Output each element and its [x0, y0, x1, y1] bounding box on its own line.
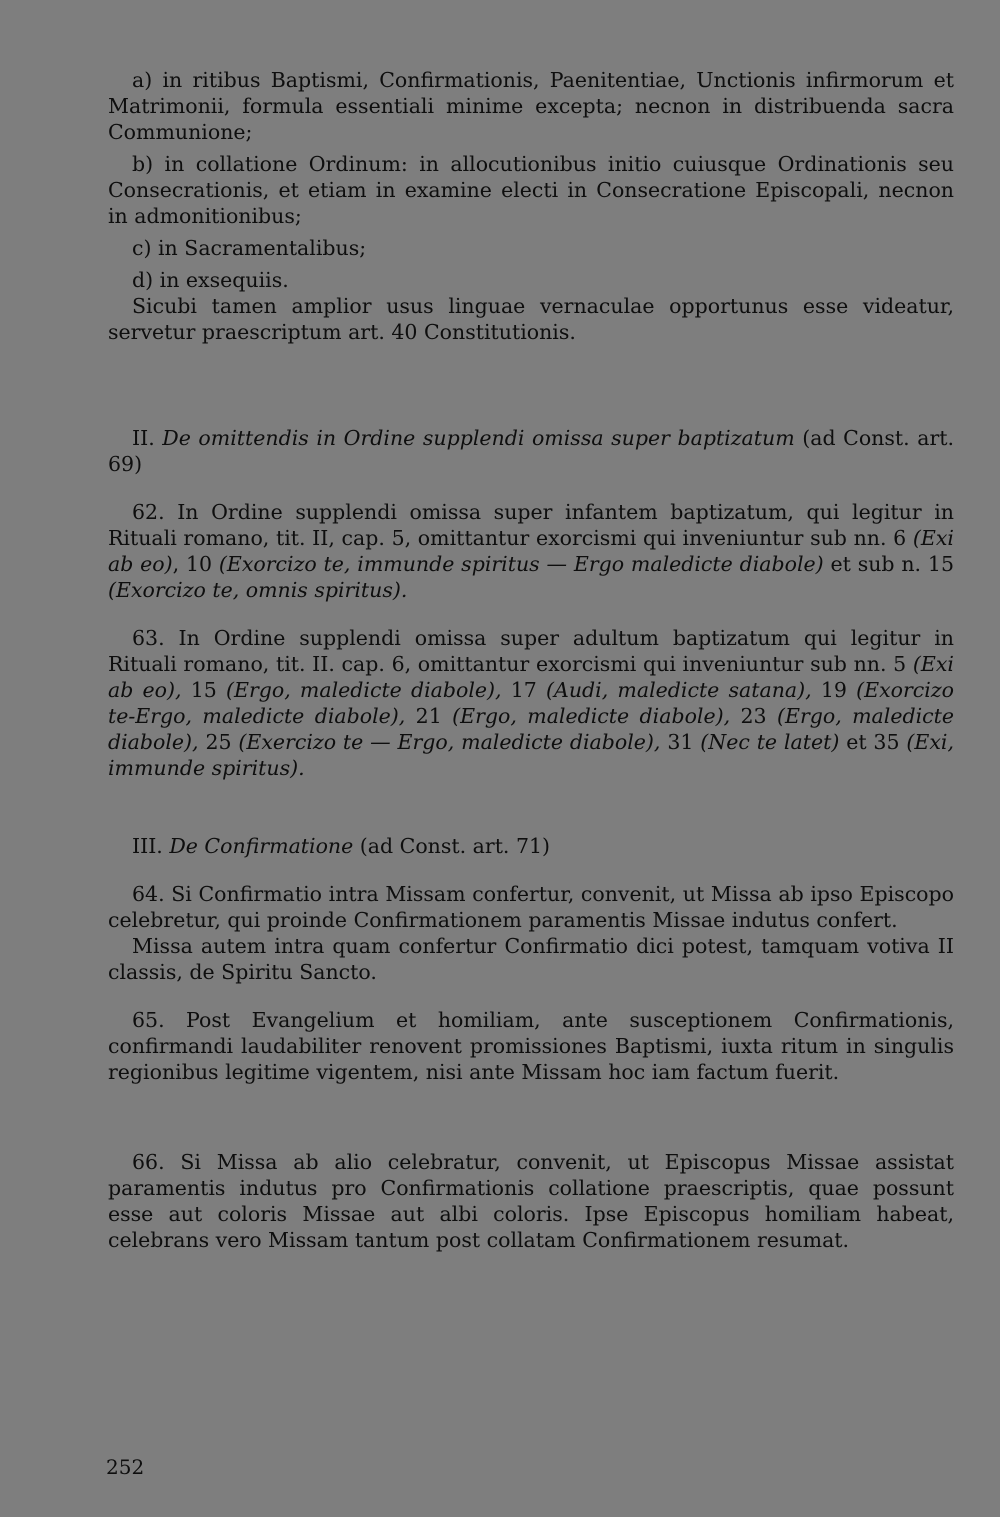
- section-2-number: II.: [132, 426, 155, 450]
- section-3-reference: (ad Const. art. 71): [359, 834, 551, 858]
- paragraph-63-text: 15: [181, 678, 226, 702]
- list-item-a: a) in ritibus Baptismi, Confirmationis, Paenitentiae, Unctionis infirmorum et Matrimonii, formula essentiali minime excepta; necnon in distribuenda sacra Communione;: [108, 68, 954, 144]
- paragraph-62: [108, 499, 954, 603]
- paragraph-63-italic: (Exi, immunde spiritus).: [108, 730, 954, 780]
- paragraph-64: 64. Si Confirmatio intra Missam confertur, convenit, ut Missa ab ipso Episcopo celebretur, qui proinde Confirmationem paramentis Missae indutus confert.: [108, 882, 954, 932]
- section-2-title: De omittendis in Ordine supplendi omissa super baptizatum: [162, 426, 795, 450]
- list-item-d: d) in exsequiis.: [132, 268, 289, 292]
- paragraph-63-italic: (Audi, maledicte satana),: [546, 678, 812, 702]
- paragraph-62-text: 62. In Ordine supplendi omissa super infantem baptizatum, qui legitur in Rituali romano, tit. II, cap. 5, omittantur exorcismi qui inveniuntur sub nn. 6: [108, 500, 954, 550]
- section-3-heading: [108, 833, 954, 859]
- list-item-b: b) in collatione Ordinum: in allocutionibus initio cuiusque Ordinationis seu Consecrationis, et etiam in examine electi in Consecratione Episcopali, necnon in admonitionibus;: [108, 152, 954, 228]
- paragraph-64-continuation: Missa autem intra quam confertur Confirmatio dici potest, tamquam votiva II classis, de Spiritu Sancto.: [108, 934, 954, 984]
- paragraph-63-text: 17: [501, 678, 547, 702]
- paragraph-65: 65. Post Evangelium et homiliam, ante susceptionem Confirmationis, confirmandi laudabiliter renovent promissiones Baptismi, iuxta ritum in singulis regionibus legitime vigentem, nisi ante Missam hoc iam factum fuerit.: [108, 1008, 954, 1084]
- paragraph-63-italic: (Ergo, maledicte diabole),: [452, 704, 731, 728]
- paragraph-63-text: et 35: [839, 730, 907, 754]
- paragraph-63-text: 25: [198, 730, 239, 754]
- paragraph-63-text: 31: [660, 730, 701, 754]
- paragraph-63: [108, 625, 954, 781]
- section-3-number: III.: [132, 834, 163, 858]
- section-3-title: De Confirmatione: [169, 834, 354, 858]
- paragraph-66: 66. Si Missa ab alio celebratur, convenit, ut Episcopus Missae assistat paramentis indutus pro Confirmationis collatione praescriptis, quae possunt esse aut coloris Missae aut albi coloris. Ipse Episcopus homiliam habeat, celebrans vero Missam tantum post collatam Confirmationem resumat.: [108, 1150, 954, 1252]
- paragraph-62-italic: (Exi ab eo): [108, 526, 954, 576]
- list-item-c: c) in Sacramentalibus;: [132, 236, 367, 260]
- paragraph-62-text: , 10: [172, 552, 219, 576]
- paragraph-63-italic: (Exi ab eo),: [108, 652, 954, 702]
- paragraph-62-text: et sub n. 15: [823, 552, 954, 576]
- paragraph-63-text: 19: [811, 678, 857, 702]
- section-2-heading: [108, 425, 954, 477]
- paragraph-62-italic: (Exorcizo te, omnis spiritus).: [108, 578, 408, 602]
- paragraph-62-italic: (Exorcizo te, immunde spiritus — Ergo maledicte diabole): [218, 552, 824, 576]
- paragraph-63-italic: (Exercizo te — Ergo, maledicte diabole),: [238, 730, 661, 754]
- paragraph-63-text: 21: [405, 704, 453, 728]
- paragraph-63-text: 63. In Ordine supplendi omissa super adultum baptizatum qui legitur in Rituali romano, tit. II. cap. 6, omittantur exorcismi qui inveniuntur sub nn. 5: [108, 626, 954, 676]
- paragraph-63-text: 23: [730, 704, 777, 728]
- page-number: 252: [106, 1455, 145, 1479]
- section-2-reference: (ad Const. art. 69): [108, 426, 954, 476]
- paragraph-63-italic: (Ergo, maledicte diabole),: [226, 678, 502, 702]
- sicubi-paragraph: Sicubi tamen amplior usus linguae vernaculae opportunus esse videatur, servetur praescriptum art. 40 Constitutionis.: [108, 294, 954, 344]
- paragraph-63-italic: (Ergo, maledicte diabole),: [108, 704, 954, 754]
- paragraph-63-italic: (Nec te latet): [700, 730, 840, 754]
- page-body: [108, 67, 954, 1253]
- paragraph-63-italic: (Exorcizo te-Ergo, maledicte diabole),: [108, 678, 954, 728]
